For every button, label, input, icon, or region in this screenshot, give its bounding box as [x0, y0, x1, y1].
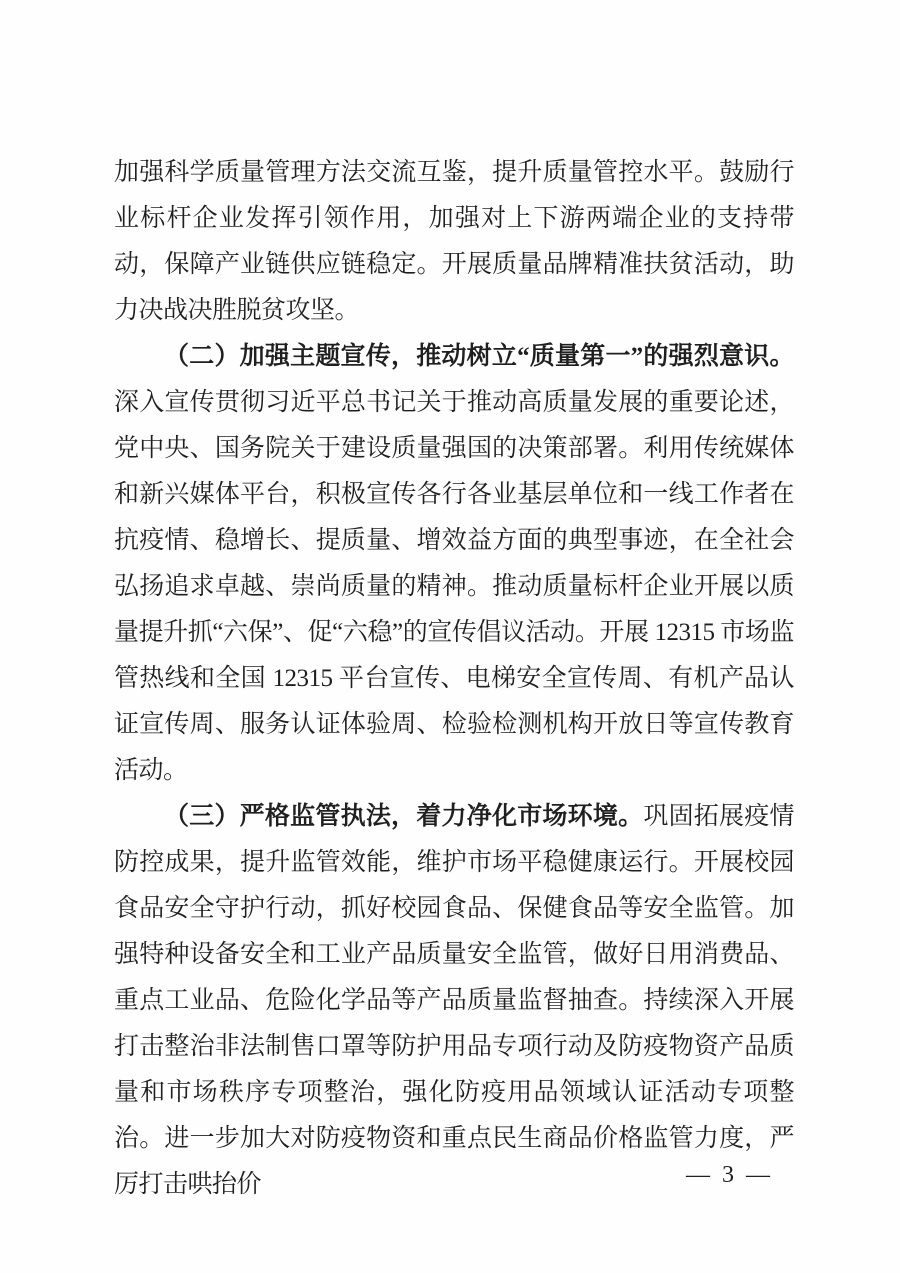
document-body: [114, 150, 794, 1208]
section-2-heading: （二）加强主题宣传，推动树立“质量第一”的强烈意识。: [164, 343, 794, 370]
paragraph-section-2: [114, 334, 794, 794]
page-number: — 3 —: [686, 1162, 773, 1188]
section-3-body: 巩固拓展疫情防控成果，提升监管效能，维护市场平稳健康运行。开展校园食品安全守护行动，抓好校园食品、保健食品等安全监管。加强特种设备安全和工业产品质量安全监管，做好日用消费品、重点工业品、危险化学品等产品质量监督抽查。持续深入开展打击整治非法制售口罩等防护用品专项行动及防疫物资产品质量和市场秩序专项整治，强化防疫用品领域认证活动专项整治。进一步加大对防疫物资和重点民生商品价格监管力度，严厉打击哄抬价: [114, 803, 794, 1198]
paragraph-continuation: 加强科学质量管理方法交流互鉴，提升质量管控水平。鼓励行业标杆企业发挥引领作用，加强对上下游两端企业的支持带动，保障产业链供应链稳定。开展质量品牌精准扶贫活动，助力决战决胜脱贫攻坚。: [114, 159, 794, 324]
section-3-heading: （三）严格监管执法，着力净化市场环境。: [164, 803, 644, 830]
paragraph-section-3: [114, 794, 794, 1208]
section-2-body: 深入宣传贯彻习近平总书记关于推动高质量发展的重要论述，党中央、国务院关于建设质量强国的决策部署。利用传统媒体和新兴媒体平台，积极宣传各行各业基层单位和一线工作者在抗疫情、稳增长、提质量、增效益方面的典型事迹，在全社会弘扬追求卓越、崇尚质量的精神。推动质量标杆企业开展以质量提升抓“六保”、促“六稳”的宣传倡议活动。开展 12315 市场监管热线和全国 12315 平台宣传、电梯安全宣传周、有机产品认证宣传周、服务认证体验周、检验检测机构开放日等宣传教育活动。: [114, 389, 794, 784]
